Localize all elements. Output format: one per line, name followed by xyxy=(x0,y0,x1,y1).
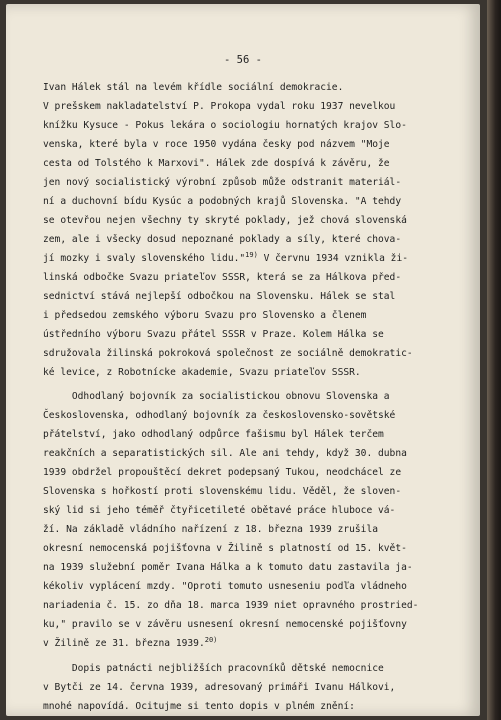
text-segment: V červnu 1934 vznikla ži- xyxy=(257,253,409,264)
text-line: Československa, odhodlaný bojovník za československo-sovětské xyxy=(43,410,396,421)
footnote-marker: 20) xyxy=(204,635,218,644)
text-line: na 1939 služební poměr Ivana Hálka a k tomuto datu zastavila ja- xyxy=(43,562,413,573)
text-line: mnohé napovídá. Ocitujme si tento dopis v plném znění: xyxy=(43,701,355,712)
text-line: ústředního výboru Svazu přátel SSSR v Praze. Kolem Hálka se xyxy=(43,329,384,340)
text-line: knížku Kysuce - Pokus lekára o sociologiu hornatých krajov Slo- xyxy=(43,120,407,131)
text-line: zem, ale i všecky dosud nepoznané poklady a síly, které chova- xyxy=(43,234,402,245)
text-line: Dopis patnácti nejbližších pracovníků dětské nemocnice xyxy=(43,663,384,674)
text-line: sednictví stává nejlepší odbočkou na Slovensku. Hálek se stal xyxy=(43,291,396,302)
text-segment: v Žilině ze 31. března 1939. xyxy=(43,638,205,649)
paragraph-1 xyxy=(43,78,468,382)
footnote-marker: 19) xyxy=(245,250,258,259)
text-line: jen nový socialistický výrobní způsob může odstranit materiál- xyxy=(43,177,402,188)
text-line: sdružovala žilinská pokroková společnost ze sociálně demokratic- xyxy=(43,348,413,359)
text-line: přátelství, jako odhodlaný odpůrce fašismu byl Hálek terčem xyxy=(43,429,384,440)
text-line: ké levice, z Robotnícke akademie, Svazu priateľov SSSR. xyxy=(43,367,361,378)
text-line: ku," pravilo se v závěru usnesení okresní nemocenské pojišťovny xyxy=(43,619,407,630)
text-line: reakčních a separatistických sil. Ale ani tehdy, když 30. dubna xyxy=(43,448,407,459)
text-line: ní a duchovní bídu Kysúc a podobných krajů Slovenska. "A tehdy xyxy=(43,196,402,207)
text-line: se otevřou nejen všechny ty skryté poklady, jež chová slovenská xyxy=(43,215,407,226)
text-line: nariadenia č. 15. zo dňa 18. marca 1939 niet opravného prostried- xyxy=(43,600,419,611)
paragraph-3 xyxy=(43,659,468,716)
paragraph-2 xyxy=(43,387,468,653)
text-line: v Bytči ze 14. června 1939, adresovaný primáři Ivanu Hálkovi, xyxy=(43,682,396,693)
text-line: ský lid si jeho téměř čtyřicetileté obětavé práce hluboce vá- xyxy=(43,505,396,516)
document-page xyxy=(6,4,480,716)
body-text xyxy=(43,78,468,716)
book-edge xyxy=(487,0,501,720)
text-line: cesta od Tolstého k Marxovi". Hálek zde dospívá k závěru, že xyxy=(43,158,390,169)
text-line: Odhodlaný bojovník za socialistickou obnovu Slovenska a xyxy=(43,391,390,402)
text-line xyxy=(43,634,468,653)
text-line: Slovenska s hořkostí proti slovenskému lidu. Věděl, že sloven- xyxy=(43,486,402,497)
text-line: venska, které byla v roce 1950 vydána česky pod názvem "Moje xyxy=(43,139,390,150)
text-line: V prešskem nakladatelství P. Prokopa vydal roku 1937 nevelkou xyxy=(43,101,396,112)
text-line xyxy=(43,249,468,268)
page-number: - 56 - xyxy=(224,54,262,66)
text-line: okresní nemocenská pojišťovna v Žilině s platností od 15. květ- xyxy=(43,543,407,554)
text-line: Ivan Hálek stál na levém křídle sociální demokracie. xyxy=(43,82,344,93)
text-line: linská odbočke Svazu priateľov SSSR, která se za Hálkova před- xyxy=(43,272,402,283)
text-line: i předsedou zemského výboru Svazu pro Slovensko a členem xyxy=(43,310,367,321)
text-line: ží. Na základě vládního nařízení z 18. března 1939 zrušila xyxy=(43,524,379,535)
text-line: 1939 obdržel propouštěcí dekret podepsaný Tukou, neodchácel ze xyxy=(43,467,402,478)
text-segment: jí mozky i svaly slovenského lidu." xyxy=(43,253,246,264)
text-line: kékoliv vyplácení mzdy. "Oproti tomuto usneseniu podľa vládneho xyxy=(43,581,407,592)
